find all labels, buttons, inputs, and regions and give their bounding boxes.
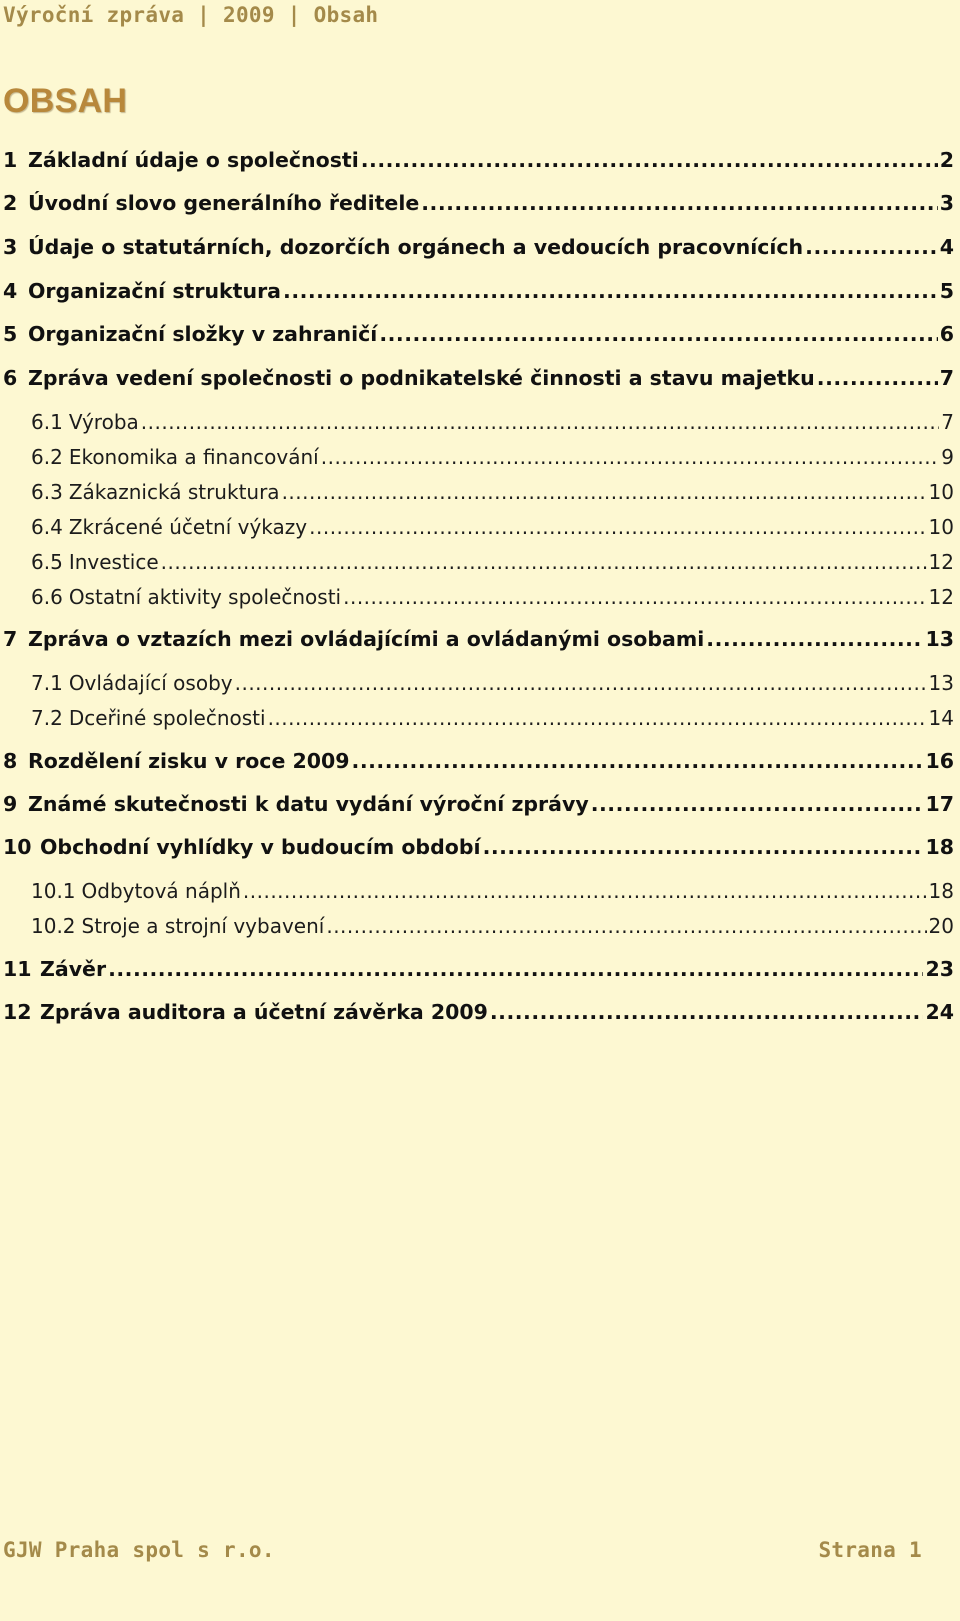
toc-entry-page: 24 <box>925 1000 954 1024</box>
toc-entry[interactable] <box>3 1000 954 1024</box>
toc-entry[interactable] <box>3 366 954 390</box>
toc-entry-page: 13 <box>928 671 954 695</box>
toc-entry[interactable] <box>3 627 954 651</box>
toc-entry-number: 8 <box>3 749 18 773</box>
toc-leader-dots <box>141 410 940 434</box>
toc-entry[interactable] <box>3 749 954 773</box>
toc-entry-number: 6 <box>3 366 18 390</box>
toc-entry-number: 10 <box>3 835 32 859</box>
toc-entry-page: 4 <box>939 235 954 259</box>
toc-entry-page: 5 <box>939 279 954 303</box>
toc-subentry[interactable] <box>31 706 954 730</box>
toc-entry-number: 7.2 <box>31 706 63 730</box>
toc-entry[interactable] <box>3 957 954 981</box>
toc-entry-page: 10 <box>928 515 954 539</box>
toc-entry-page: 18 <box>928 879 954 903</box>
toc-subentry[interactable] <box>31 550 954 574</box>
toc-entry-page: 14 <box>928 706 954 730</box>
running-header: Výroční zpráva | 2009 | Obsah <box>3 3 379 27</box>
toc-entry-number: 6.5 <box>31 550 63 574</box>
toc-leader-dots <box>361 148 938 172</box>
toc-entry-label: Zkrácené účetní výkazy <box>68 515 308 539</box>
toc-entry[interactable] <box>3 279 954 303</box>
toc-entry-page: 12 <box>928 585 954 609</box>
toc-entry-label: Zpráva vedení společnosti o podnikatelské činnosti a stavu majetku <box>28 366 815 390</box>
toc-entry-number: 3 <box>3 235 18 259</box>
toc-entry-page: 7 <box>941 410 954 434</box>
toc-leader-dots <box>321 445 940 469</box>
toc-entry-number: 12 <box>3 1000 32 1024</box>
toc-entry-page: 2 <box>939 148 954 172</box>
toc-entry[interactable] <box>3 792 954 816</box>
toc-leader-dots <box>283 279 938 303</box>
footer-page-number: Strana 1 <box>818 1538 922 1562</box>
toc-entry[interactable] <box>3 191 954 215</box>
toc-entry-label: Zákaznická struktura <box>68 480 280 504</box>
toc-entry-label: Obchodní vyhlídky v budoucím období <box>40 835 481 859</box>
toc-leader-dots <box>343 585 926 609</box>
toc-entry-number: 10.2 <box>31 914 76 938</box>
toc-entry-page: 9 <box>941 445 954 469</box>
toc-entry-page: 6 <box>939 322 954 346</box>
toc-entry-label: Ovládající osoby <box>68 671 233 695</box>
toc-leader-dots <box>805 235 938 259</box>
toc-entry-number: 2 <box>3 191 18 215</box>
toc-entry-label: Investice <box>68 550 159 574</box>
toc-entry-number: 1 <box>3 148 18 172</box>
toc-entry-label: Ostatní aktivity společnosti <box>68 585 342 609</box>
toc-entry-label: Odbytová náplň <box>81 879 241 903</box>
toc-leader-dots <box>282 480 927 504</box>
toc-entry-number: 6.6 <box>31 585 63 609</box>
toc-entry-number: 11 <box>3 957 32 981</box>
toc-entry-label: Výroba <box>68 410 139 434</box>
toc-entry[interactable] <box>3 835 954 859</box>
toc-subentry[interactable] <box>31 585 954 609</box>
toc-subentry[interactable] <box>31 671 954 695</box>
toc-entry-page: 10 <box>928 480 954 504</box>
toc-leader-dots <box>706 627 923 651</box>
toc-entry-number: 7 <box>3 627 18 651</box>
toc-leader-dots <box>490 1000 924 1024</box>
toc-leader-dots <box>591 792 924 816</box>
toc-entry-label: Dceřiné společnosti <box>68 706 266 730</box>
toc-entry-label: Úvodní slovo generálního ředitele <box>28 191 420 215</box>
toc-entry-number: 6.4 <box>31 515 63 539</box>
toc-entry-label: Zpráva o vztazích mezi ovládajícími a ovládanými osobami <box>28 627 705 651</box>
toc-entry[interactable] <box>3 235 954 259</box>
toc-entry-number: 4 <box>3 279 18 303</box>
toc-entry-label: Základní údaje o společnosti <box>28 148 359 172</box>
toc-entry-page: 13 <box>925 627 954 651</box>
toc-entry-label: Stroje a strojní vybavení <box>81 914 325 938</box>
toc-subentry[interactable] <box>31 445 954 469</box>
toc-entry-label: Organizační složky v zahraničí <box>28 322 378 346</box>
toc-leader-dots <box>326 914 926 938</box>
toc-leader-dots <box>268 706 927 730</box>
toc-leader-dots <box>108 957 923 981</box>
page-title: OBSAH <box>3 82 128 120</box>
toc-entry-label: Rozdělení zisku v roce 2009 <box>28 749 350 773</box>
toc-entry-label: Zpráva auditora a účetní závěrka 2009 <box>40 1000 488 1024</box>
toc-entry-label: Závěr <box>40 957 107 981</box>
toc-leader-dots <box>421 191 937 215</box>
toc-leader-dots <box>483 835 924 859</box>
toc-entry-page: 18 <box>925 835 954 859</box>
toc-leader-dots <box>235 671 927 695</box>
toc-subentry[interactable] <box>31 410 954 434</box>
toc-leader-dots <box>379 322 937 346</box>
toc-entry[interactable] <box>3 322 954 346</box>
toc-subentry[interactable] <box>31 914 954 938</box>
toc-entry-number: 7.1 <box>31 671 63 695</box>
toc-entry-label: Organizační struktura <box>28 279 282 303</box>
toc-subentry[interactable] <box>31 879 954 903</box>
toc-entry[interactable] <box>3 148 954 172</box>
toc-entry-number: 9 <box>3 792 18 816</box>
toc-leader-dots <box>243 879 927 903</box>
toc-subentry[interactable] <box>31 480 954 504</box>
toc-entry-page: 16 <box>925 749 954 773</box>
toc-leader-dots <box>352 749 924 773</box>
toc-entry-page: 23 <box>925 957 954 981</box>
toc-entry-page: 20 <box>928 914 954 938</box>
toc-entry-label: Ekonomika a financování <box>68 445 319 469</box>
toc-entry-label: Údaje o statutárních, dozorčích orgánech a vedoucích pracovnících <box>28 235 804 259</box>
toc-entry-number: 6.1 <box>31 410 63 434</box>
toc-entry-page: 3 <box>939 191 954 215</box>
toc-entry-page: 17 <box>925 792 954 816</box>
toc-entry-number: 6.3 <box>31 480 63 504</box>
toc-entry-page: 7 <box>939 366 954 390</box>
footer-company-name: GJW Praha spol s r.o. <box>3 1538 275 1562</box>
toc-entry-number: 6.2 <box>31 445 63 469</box>
toc-subentry[interactable] <box>31 515 954 539</box>
toc-entry-label: Známé skutečnosti k datu vydání výroční zprávy <box>28 792 589 816</box>
toc-entry-page: 12 <box>928 550 954 574</box>
toc-entry-number: 10.1 <box>31 879 76 903</box>
toc-entry-number: 5 <box>3 322 18 346</box>
toc-leader-dots <box>309 515 926 539</box>
toc-leader-dots <box>817 366 938 390</box>
toc-leader-dots <box>161 550 927 574</box>
